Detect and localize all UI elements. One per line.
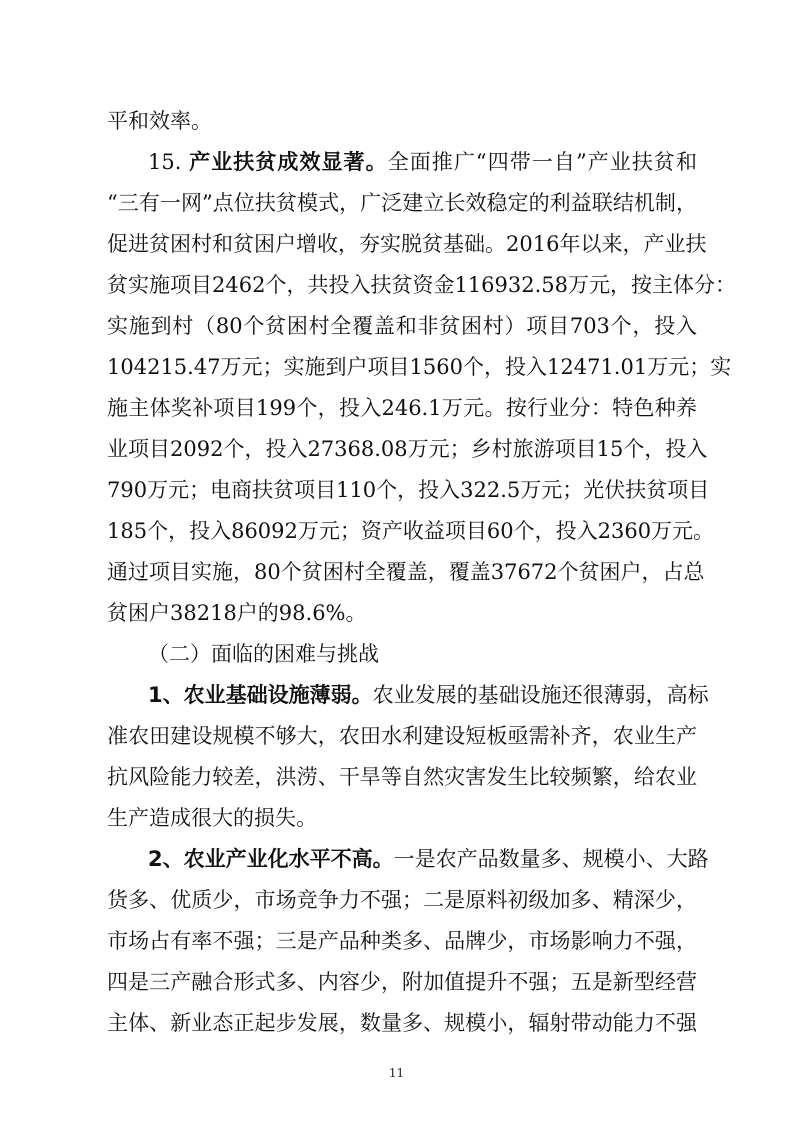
text-line-content: 业项目2092个，投入27368.08万元；乡村旅游项目15个，投入 [107,437,708,461]
text-line [107,557,705,587]
bold-heading: 1、农业基础设施薄弱。 [148,683,373,707]
text-line-content: 790万元；电商扶贫项目110个，投入322.5万元；光伏扶贫项目 [107,478,710,502]
text-line [107,188,697,218]
text-line-content: 主体、新业态正起步发展，数量多、规模小，辐射带动能力不强 [107,1011,697,1035]
page-number: 11 [388,1066,405,1080]
text-line [107,311,697,341]
text-line-content: 贫困户38218户的98.6%。 [107,601,367,625]
text-line [107,229,707,259]
text-line-content: 四是三产融合形式多、内容少，附加值提升不强；五是新型经营 [107,970,697,994]
text-line [107,1008,697,1038]
text-line [107,721,697,751]
bold-heading: 产业扶贫成效显著。 [189,150,388,174]
text-line-content: 市场占有率不强；三是产品种类多、品牌少，市场影响力不强， [107,929,697,953]
text-line-content: “三有一网”点位扶贫模式，广泛建立长效稳定的利益联结机制， [107,191,697,215]
text-line [107,434,708,464]
paragraph-2-first-line [148,844,709,874]
text-line [107,352,732,382]
text-line-content: 货多、优质少，市场竞争力不强；二是原料初级加多、精深少， [107,888,697,912]
section-heading-text: （二）面临的困难与挑战 [148,642,379,666]
text-line-content: 实施到村（80个贫困村全覆盖和非贫困村）项目703个，投入 [107,314,697,338]
text-line-content: 农业发展的基础设施还很薄弱，高标 [372,683,709,707]
text-line [107,516,715,546]
text-line-content: 全面推广“四带一自”产业扶贫和 [387,150,697,174]
text-line [107,967,697,997]
section-heading [148,639,408,669]
text-line [107,885,697,915]
text-line [107,106,697,136]
text-line-content: 贫实施项目2462个，共投入扶贫资金116932.58万元，按主体分： [107,273,737,297]
item-number: 15. [148,150,190,174]
text-line [107,803,697,833]
text-line-content: 104215.47万元；实施到户项目1560个，投入12471.01万元；实 [107,355,732,379]
text-line [107,598,697,628]
text-line-content: 一是农产品数量多、规模小、大路 [393,847,709,871]
text-line-content: 生产造成很大的损失。 [107,806,317,830]
bold-heading: 2、农业产业化水平不高。 [148,847,394,871]
text-line-content: 促进贫困村和贫困户增收，夯实脱贫基础。2016年以来，产业扶 [107,232,707,256]
text-line-content: 通过项目实施，80个贫困村全覆盖，覆盖37672个贫困户，占总 [107,560,705,584]
text-line [107,926,697,956]
paragraph-15-first-line [148,147,697,177]
text-line [107,475,710,505]
text-line-content: 抗风险能力较差，洪涝、干旱等自然灾害发生比较频繁，给农业 [107,765,697,789]
paragraph-1-first-line [148,680,709,710]
text-line-content: 准农田建设规模不够大，农田水利建设短板亟需补齐，农业生产 [107,724,697,748]
text-line [107,270,737,300]
text-line-content: 施主体奖补项目199个，投入246.1万元。按行业分：特色种养 [107,396,697,420]
text-line [107,762,697,792]
text-line-content: 185个，投入86092万元；资产收益项目60个，投入2360万元。 [107,519,715,543]
text-line [107,393,697,423]
text-line-content: 平和效率。 [107,109,212,133]
